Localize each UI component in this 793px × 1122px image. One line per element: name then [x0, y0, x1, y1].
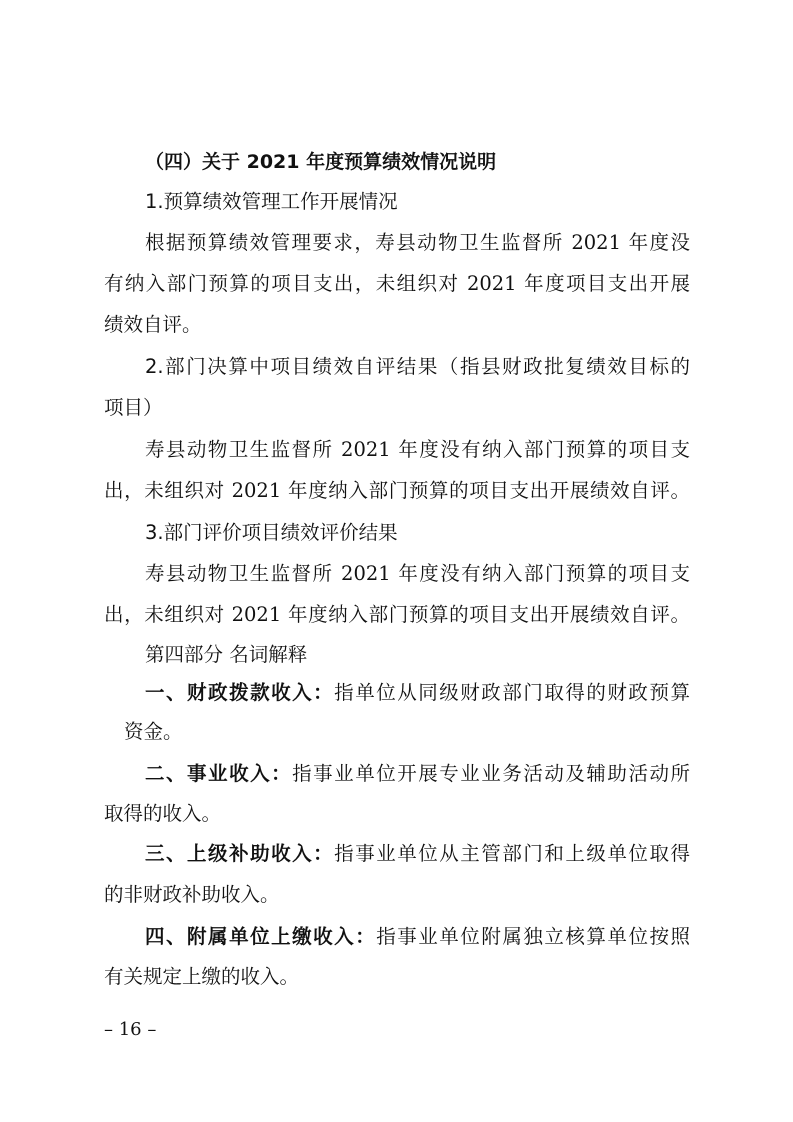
definition-1-line-1	[145, 681, 690, 705]
definition-3-term: 三、上级补助收入：	[145, 842, 335, 865]
paragraph-3-line-2: 出，未组织对 2021 年度纳入部门预算的项目支出开展绩效自评。	[104, 603, 690, 626]
definition-1-line-2: 资金。	[124, 720, 183, 743]
definition-2-term: 二、事业收入：	[145, 762, 293, 785]
part-four-heading: 第四部分 名词解释	[145, 643, 308, 666]
definition-4-text: 指事业单位附属独立核算单位按照	[376, 925, 690, 948]
definition-2-line-2: 取得的收入。	[104, 802, 222, 825]
page-number: – 16 –	[104, 1019, 157, 1040]
subheading-1: 1.预算绩效管理工作开展情况	[145, 190, 398, 213]
definition-3-text: 指事业单位从主管部门和上级单位取得	[334, 842, 690, 865]
definition-3-line-1	[145, 842, 690, 866]
paragraph-3-line-1: 寿县动物卫生监督所 2021 年度没有纳入部门预算的项目支	[145, 562, 690, 585]
paragraph-1-line-1: 根据预算绩效管理要求，寿县动物卫生监督所 2021 年度没	[145, 231, 690, 254]
definition-4-term: 四、附属单位上缴收入：	[145, 925, 377, 948]
definition-1-term: 一、财政拨款收入：	[145, 681, 335, 704]
definition-3-line-2: 的非财政补助收入。	[104, 883, 280, 906]
paragraph-2-line-2: 出，未组织对 2021 年度纳入部门预算的项目支出开展绩效自评。	[104, 479, 690, 502]
definition-4-line-1	[145, 925, 690, 949]
section-heading-budget-performance: （四）关于 2021 年度预算绩效情况说明	[145, 151, 497, 173]
paragraph-1-line-2: 有纳入部门预算的项目支出，未组织对 2021 年度项目支出开展	[104, 272, 690, 295]
subheading-2-line-2: 项目）	[104, 396, 163, 419]
subheading-3: 3.部门评价项目绩效评价结果	[145, 521, 398, 544]
subheading-2-line-1: 2.部门决算中项目绩效自评结果（指县财政批复绩效目标的	[145, 355, 690, 378]
definition-2-text: 指事业单位开展专业业务活动及辅助活动所	[292, 762, 690, 785]
definition-1-text: 指单位从同级财政部门取得的财政预算	[334, 681, 690, 704]
paragraph-1-line-3: 绩效自评。	[104, 313, 202, 336]
definition-4-line-2: 有关规定上缴的收入。	[104, 965, 300, 988]
definition-2-line-1	[145, 762, 690, 786]
paragraph-2-line-1: 寿县动物卫生监督所 2021 年度没有纳入部门预算的项目支	[145, 438, 690, 461]
